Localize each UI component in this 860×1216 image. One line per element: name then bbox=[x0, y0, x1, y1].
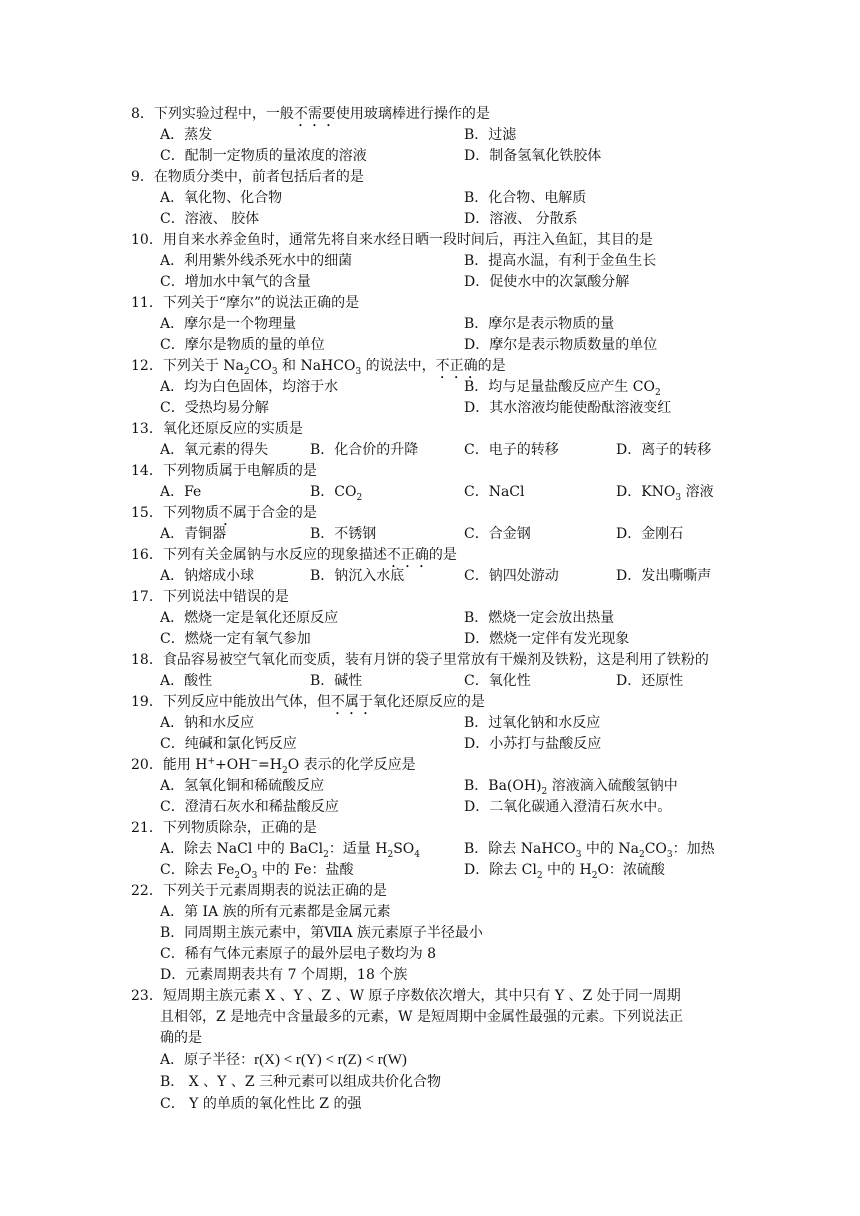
q20-option-b: B．$Ba(OH)_2$ 溶液滴入硫酸氢钠中 bbox=[464, 778, 678, 797]
question-23-line-3: 确的是 bbox=[160, 1030, 202, 1046]
q15-option-b: B．不锈钢 bbox=[310, 526, 377, 542]
q16-option-d: D．发出嘶嘶声 bbox=[616, 568, 712, 584]
q12-option-a: A．均为白色固体，均溶于水 bbox=[160, 379, 339, 395]
q10-option-c: C．增加水中氧气的含量 bbox=[160, 274, 311, 290]
q14-option-b: B．$CO_2$ bbox=[310, 484, 363, 503]
q13-option-d: D．离子的转移 bbox=[616, 442, 712, 458]
q20-option-a: A．氢氧化铜和稀硫酸反应 bbox=[160, 778, 325, 794]
q13-option-a: A．氧元素的得失 bbox=[160, 442, 269, 458]
q22-option-b: B．同周期主族元素中，第ⅦA 族元素原子半径最小 bbox=[160, 925, 483, 941]
q9-option-a: A．氧化物、化合物 bbox=[160, 190, 283, 206]
q9-option-c: C．溶液、 胶体 bbox=[160, 211, 260, 227]
q15-option-c: C．合金钢 bbox=[464, 526, 531, 542]
q18-option-b: B．碱性 bbox=[310, 673, 363, 689]
q19-option-b: B．过氧化钠和水反应 bbox=[464, 715, 601, 731]
q10-option-a: A．利用紫外线杀死水中的细菌 bbox=[160, 253, 353, 269]
q8-option-b: B．过滤 bbox=[464, 127, 517, 143]
q18-option-c: C．氧化性 bbox=[464, 673, 531, 689]
question-18: 18．食品容易被空气氧化而变质，装有月饼的袋子里常放有干燥剂及铁粉，这是利用了铁粉的 bbox=[131, 652, 709, 668]
question-23: 23．短周期主族元素 X 、Y 、Z 、W 原子序数依次增大，其中只有 Y 、Z 处于同一周期 bbox=[131, 988, 681, 1004]
q16-option-b: B．钠沉入水底 bbox=[310, 568, 405, 584]
q9-option-b: B．化合物、电解质 bbox=[464, 190, 587, 206]
q18-option-a: A．酸性 bbox=[160, 673, 213, 689]
q23-option-c: C． Y 的单质的氧化性比 Z 的强 bbox=[160, 1096, 362, 1112]
question-23-line-2: 且相邻，Z 是地壳中含量最多的元素，W 是短周期中金属性最强的元素。下列说法正 bbox=[160, 1009, 684, 1025]
q12-option-d: D．其水溶液均能使酚酞溶液变红 bbox=[464, 400, 672, 416]
question-17: 17．下列说法中错误的是 bbox=[131, 589, 289, 605]
q16-option-a: A．钠熔成小球 bbox=[160, 568, 255, 584]
q17-option-d: D．燃烧一定伴有发光现象 bbox=[464, 631, 630, 647]
q15-option-a: A．青铜器 bbox=[160, 526, 227, 542]
q23-option-b: B． X 、Y 、Z 三种元素可以组成共价化合物 bbox=[160, 1074, 442, 1090]
question-22: 22．下列关于元素周期表的说法正确的是 bbox=[131, 883, 387, 899]
question-10: 10．用自来水养金鱼时，通常先将自来水经日晒一段时间后，再注入鱼缸，其目的是 bbox=[131, 232, 653, 248]
q17-option-c: C．燃烧一定有氧气参加 bbox=[160, 631, 311, 647]
question-16: 16．下列有关金属钠与水反应的现象描述不正确的是 bbox=[131, 547, 457, 563]
radius-inequality: r(X) < r(Y) < r(Z) < r(W) bbox=[254, 1052, 407, 1068]
q11-option-a: A．摩尔是一个物理量 bbox=[160, 316, 297, 332]
q13-option-b: B．化合价的升降 bbox=[310, 442, 419, 458]
q20-option-d: D．二氧化碳通入澄清石灰水中。 bbox=[464, 799, 672, 815]
q18-option-d: D．还原性 bbox=[616, 673, 684, 689]
q17-option-a: A．燃烧一定是氧化还原反应 bbox=[160, 610, 339, 626]
q13-option-c: C．电子的转移 bbox=[464, 442, 559, 458]
q20-option-c: C．澄清石灰水和稀盐酸反应 bbox=[160, 799, 339, 815]
q23-option-a: A．原子半径：r(X) < r(Y) < r(Z) < r(W) bbox=[160, 1052, 407, 1068]
q11-option-b: B．摩尔是表示物质的量 bbox=[464, 316, 615, 332]
q21-option-b: B．除去 NaHCO$_3$ 中的 $Na_2CO_3$：加热 bbox=[464, 841, 715, 860]
question-13: 13．氧化还原反应的实质是 bbox=[131, 421, 303, 437]
q11-option-d: D．摩尔是表示物质数量的单位 bbox=[464, 337, 658, 353]
question-15: 15．下列物质不属于合金的是 bbox=[131, 505, 317, 521]
q19-option-d: D．小苏打与盐酸反应 bbox=[464, 736, 602, 752]
question-8: 8．下列实验过程中，一般不需要使用玻璃棒进行操作的是 bbox=[131, 106, 490, 122]
q10-option-b: B．提高水温，有利于金鱼生长 bbox=[464, 253, 657, 269]
q21-option-d: D．除去 $Cl_2$ 中的 $H_2O$：浓硫酸 bbox=[464, 862, 665, 881]
q12-option-c: C．受热均易分解 bbox=[160, 400, 269, 416]
q17-option-b: B．燃烧一定会放出热量 bbox=[464, 610, 615, 626]
q8-option-a: A．蒸发 bbox=[160, 127, 213, 143]
q21-option-a: A．除去 NaCl 中的 BaCl$_2$：适量 $H_2SO_4$ bbox=[160, 841, 421, 860]
q14-option-c: C．NaCl bbox=[464, 484, 525, 500]
q9-option-d: D．溶液、 分散系 bbox=[464, 211, 578, 227]
question-9: 9．在物质分类中，前者包括后者的是 bbox=[131, 169, 364, 185]
q8-option-c: C．配制一定物质的量浓度的溶液 bbox=[160, 148, 367, 164]
q19-option-c: C．纯碱和氯化钙反应 bbox=[160, 736, 297, 752]
q22-option-a: A．第 IA 族的所有元素都是金属元素 bbox=[160, 904, 391, 920]
question-14: 14．下列物质属于电解质的是 bbox=[131, 463, 317, 479]
q14-option-a: A．Fe bbox=[160, 484, 202, 500]
q21-option-c: C．除去 $Fe_2O_3$ 中的 Fe：盐酸 bbox=[160, 862, 354, 881]
q8-option-d: D．制备氢氧化铁胶体 bbox=[464, 148, 602, 164]
q14-option-d: D．$KNO_3$ 溶液 bbox=[616, 484, 714, 503]
question-20: 20．能用 $H^++OH^-=H_2O$ 表示的化学反应是 bbox=[131, 756, 416, 776]
question-11: 11．下列关于“摩尔”的说法正确的是 bbox=[131, 295, 360, 311]
q22-option-c: C．稀有气体元素原子的最外层电子数均为 8 bbox=[160, 946, 437, 962]
question-21: 21．下列物质除杂，正确的是 bbox=[131, 820, 317, 836]
q10-option-d: D．促使水中的次氯酸分解 bbox=[464, 274, 630, 290]
q15-option-d: D．金刚石 bbox=[616, 526, 684, 542]
question-12: 12．下列关于 $Na_2CO_3$ 和 NaHCO$_3$ 的说法中，不正确的是 bbox=[131, 358, 506, 377]
q12-option-b: B．均与足量盐酸反应产生 $CO_2$ bbox=[464, 379, 661, 398]
q22-option-d: D．元素周期表共有 7 个周期，18 个族 bbox=[160, 967, 408, 983]
question-19: 19．下列反应中能放出气体，但不属于氧化还原反应的是 bbox=[131, 694, 485, 710]
q11-option-c: C．摩尔是物质的量的单位 bbox=[160, 337, 325, 353]
q16-option-c: C．钠四处游动 bbox=[464, 568, 559, 584]
q19-option-a: A．钠和水反应 bbox=[160, 715, 255, 731]
